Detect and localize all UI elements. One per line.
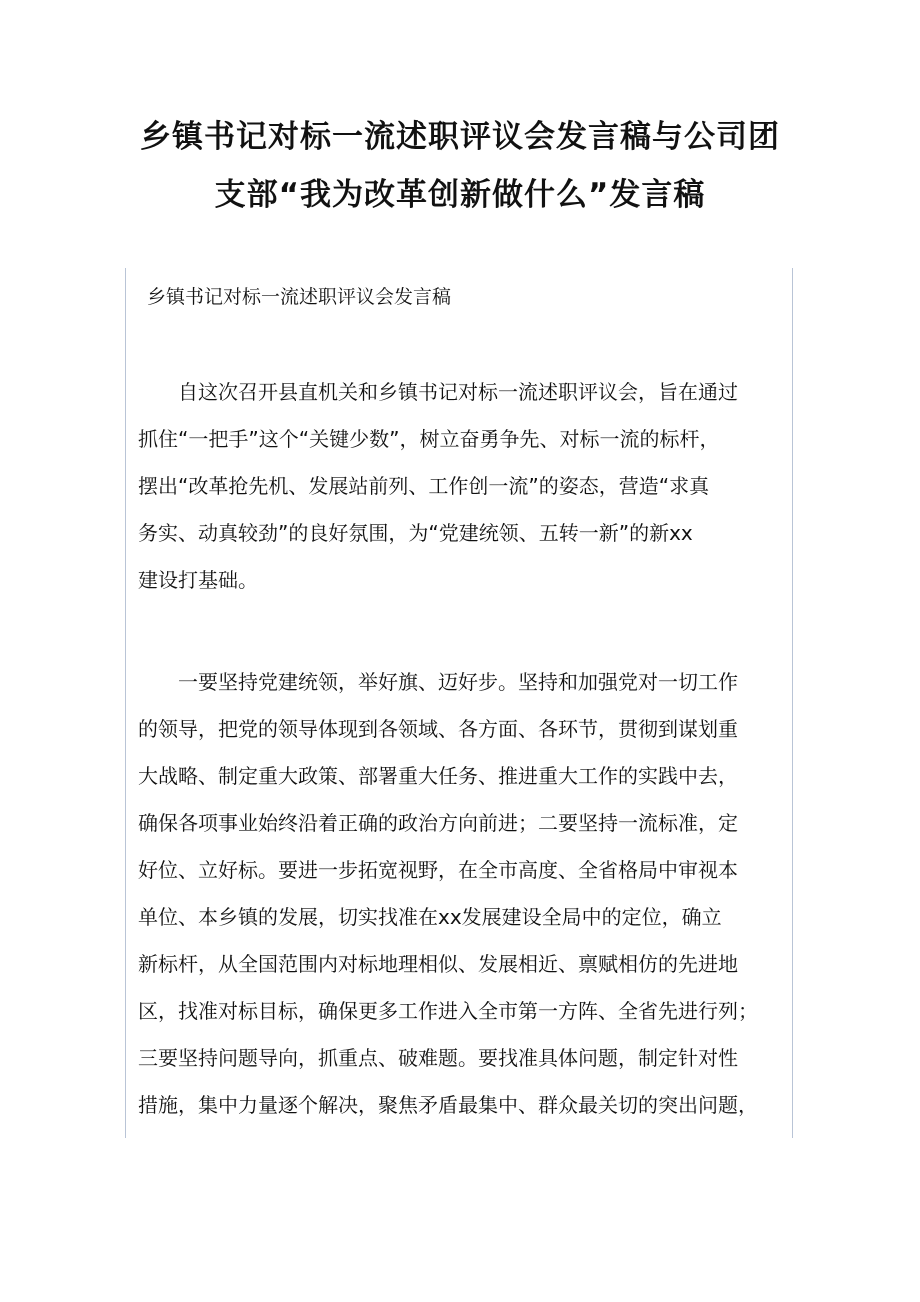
paragraph-line: 措施，集中力量逐个解决，聚焦矛盾最集中、群众最关切的突出问题， (138, 1093, 758, 1117)
paragraph-line: 新标杆，从全国范围内对标地理相似、发展相近、禀赋相仿的先进地 (138, 952, 738, 976)
paragraph-intro (138, 369, 738, 604)
paragraph-body (138, 659, 758, 1129)
section-heading: 乡镇书记对标一流述职评议会发言稿 (147, 286, 452, 308)
paragraph-line: 好位、立好标。要进一步拓宽视野，在全市高度、全省格局中审视本 (138, 858, 738, 882)
paragraph-line: 建设打基础。 (138, 568, 258, 592)
document-title-line-2: 支部“我为改革创新做什么”发言稿 (214, 177, 706, 213)
paragraph-line: 单位、本乡镇的发展，切实找准在xx发展建设全局中的定位，确立 (138, 905, 722, 929)
paragraph-line: 的领导，把党的领导体现到各领域、各方面、各环节，贯彻到谋划重 (138, 717, 738, 741)
paragraph-line: 抓住“一把手”这个“关键少数”，树立奋勇争先、对标一流的标杆， (138, 427, 720, 451)
paragraph-line: 务实、动真较劲”的良好氛围，为“党建统领、五转一新”的新xx (138, 521, 693, 545)
document-title-line-1: 乡镇书记对标一流述职评议会发言稿与公司团 (140, 119, 780, 155)
paragraph-line: 确保各项事业始终沿着正确的政治方向前进；二要坚持一流标准，定 (138, 811, 738, 835)
paragraph-line: 自这次召开县直机关和乡镇书记对标一流述职评议会，旨在通过 (138, 380, 738, 404)
paragraph-line: 三要坚持问题导向，抓重点、破难题。要找准具体问题，制定针对性 (138, 1046, 738, 1070)
paragraph-line: 大战略、制定重大政策、部署重大任务、推进重大工作的实践中去， (138, 764, 738, 788)
paragraph-line: 一要坚持党建统领，举好旗、迈好步。坚持和加强党对一切工作 (138, 670, 738, 694)
paragraph-line: 区，找准对标目标，确保更多工作进入全市第一方阵、全省先进行列； (138, 999, 758, 1023)
paragraph-line: 摆出“改革抢先机、发展站前列、工作创一流”的姿态，营造“求真 (138, 474, 710, 498)
document-title (60, 108, 860, 224)
